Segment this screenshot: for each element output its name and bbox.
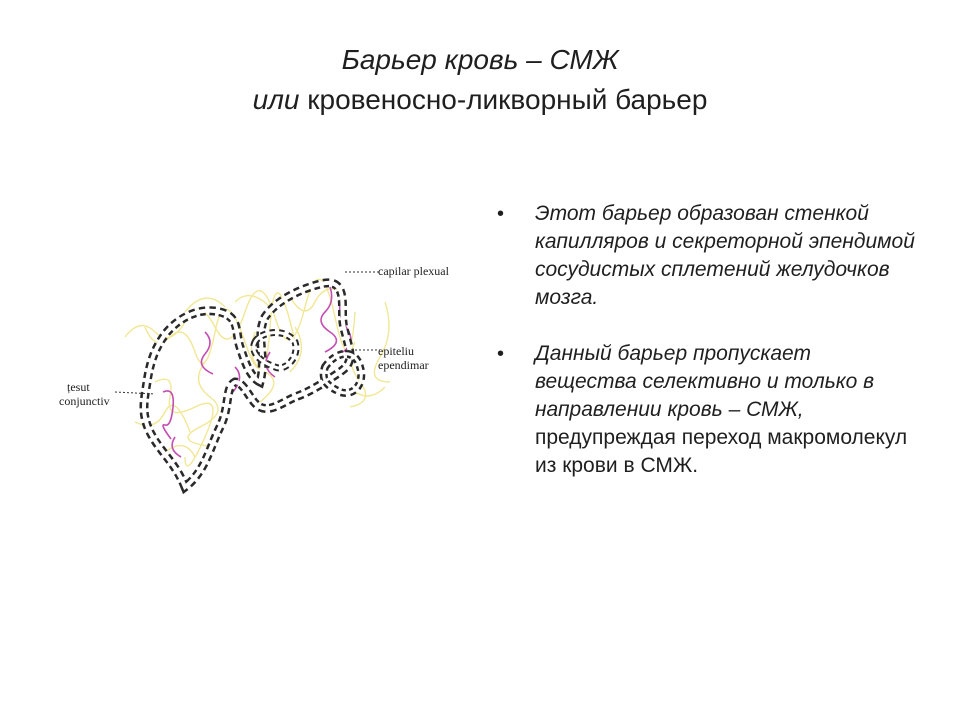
title-line-2: или кровеносно-ликворный барьер xyxy=(252,84,708,115)
bullet-dot-icon: • xyxy=(497,343,505,365)
tissue-label-2: conjunctiv xyxy=(59,394,110,408)
bullet-item: • Данный барьер пропускает вещества селективно и только в направлении кровь – СМЖ, предупреждая переход макромолекул из крови в СМЖ. xyxy=(497,342,908,477)
epithelium-label-2: ependimar xyxy=(378,358,429,372)
epithelium-label-1: epiteliu xyxy=(378,344,414,358)
capillary-label: capilar plexual xyxy=(378,264,449,278)
bullet-item: • Этот барьер образован стенкой капилляров и секреторной эпендимой сосудистых сплетений желудочков мозга. xyxy=(497,202,915,309)
slide-title xyxy=(0,40,960,120)
title-line-1: Барьер кровь – СМЖ xyxy=(341,44,619,75)
choroid-plexus-illustration xyxy=(55,232,475,522)
bullet-dot-icon: • xyxy=(497,203,505,225)
ependymal-epithelium xyxy=(144,283,361,487)
tissue-label-1: țesut xyxy=(67,380,90,394)
bullet-list xyxy=(495,200,915,480)
